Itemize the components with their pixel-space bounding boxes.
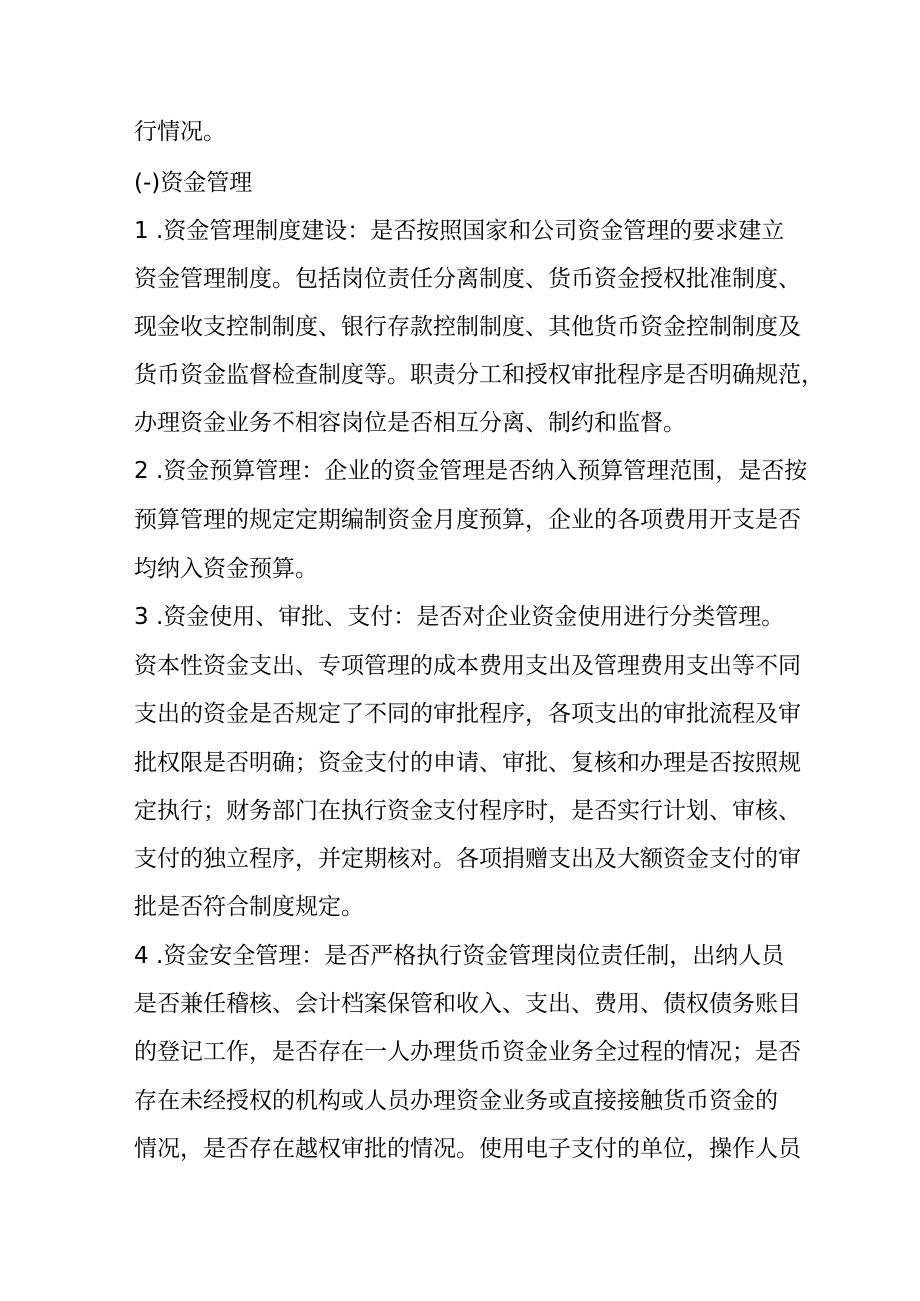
text-line: 支出的资金是否规定了不同的审批程序，各项支出的审批流程及审	[134, 701, 801, 727]
text-line: 定执行；财务部门在执行资金支付程序时，是否实行计划、审核、	[134, 798, 801, 824]
text-line: 3 .资金使用、审批、支付：是否对企业资金使用进行分类管理。	[134, 604, 785, 630]
text-line: 支付的独立程序，并定期核对。各项捐赠支出及大额资金支付的审	[134, 846, 801, 872]
text-line: 行情况。	[134, 119, 226, 145]
text-line: 2 .资金预算管理：企业的资金管理是否纳入预算管理范围，是否按	[134, 458, 808, 484]
text-line: 的登记工作，是否存在一人办理货币资金业务全过程的情况；是否	[134, 1039, 801, 1065]
text-line: 批是否符合制度规定。	[134, 894, 364, 920]
text-line: 预算管理的规定定期编制资金月度预算，企业的各项费用开支是否	[134, 507, 801, 533]
text-line: 均纳入资金预算。	[134, 556, 318, 582]
text-line: 是否兼任稽核、会计档案保管和收入、支出、费用、债权债务账目	[134, 991, 801, 1017]
text-line: 批权限是否明确；资金支付的申请、审批、复核和办理是否按照规	[134, 750, 801, 776]
text-line: 情况，是否存在越权审批的情况。使用电子支付的单位，操作人员	[134, 1136, 801, 1162]
text-line: 货币资金监督检查制度等。职责分工和授权审批程序是否明确规范，	[134, 362, 824, 388]
section-heading: (-)资金管理	[134, 170, 253, 196]
text-line: 办理资金业务不相容岗位是否相互分离、制约和监督。	[134, 410, 686, 436]
text-line: 4 .资金安全管理：是否严格执行资金管理岗位责任制，出纳人员	[134, 943, 785, 969]
text-line: 1 .资金管理制度建设：是否按照国家和公司资金管理的要求建立	[134, 218, 785, 244]
text-line: 现金收支控制制度、银行存款控制制度、其他货币资金控制制度及	[134, 314, 801, 340]
text-line: 存在未经授权的机构或人员办理资金业务或直接接触货币资金的	[134, 1088, 778, 1114]
text-line: 资本性资金支出、专项管理的成本费用支出及管理费用支出等不同	[134, 653, 801, 679]
text-line: 资金管理制度。包括岗位责任分离制度、货币资金授权批准制度、	[134, 266, 801, 292]
